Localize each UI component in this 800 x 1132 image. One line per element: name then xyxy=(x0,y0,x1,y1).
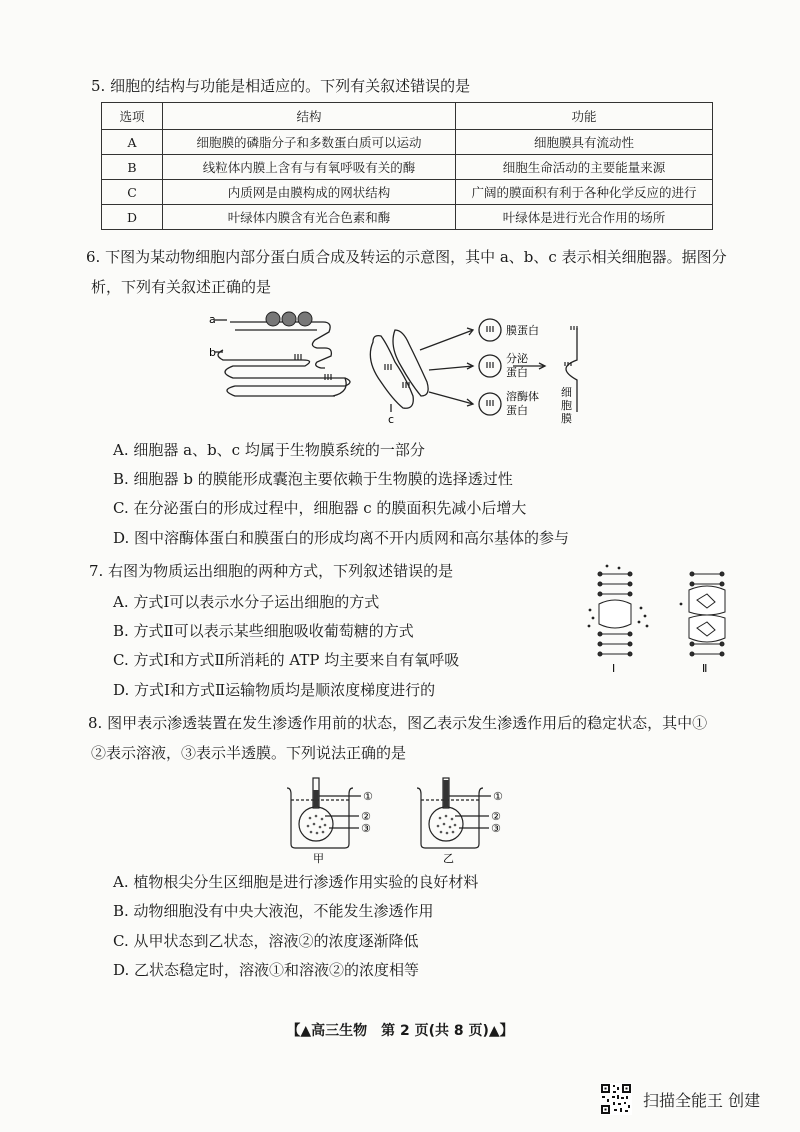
label-solution-2-yi: ② xyxy=(491,810,501,823)
cell-option: A xyxy=(102,130,163,155)
table-row xyxy=(102,180,713,205)
label-solution-1-yi: ① xyxy=(493,790,503,803)
q6-option-a: A. 细胞器 a、b、c 均属于生物膜系统的一部分 xyxy=(113,441,425,459)
label-lysosome-1: 溶酶体 xyxy=(506,390,539,403)
cell-structure: 叶绿体内膜含有光合色素和酶 xyxy=(163,205,456,230)
q8-option-d: D. 乙状态稳定时，溶液①和溶液②的浓度相等 xyxy=(113,961,420,979)
col-header-function: 功能 xyxy=(456,103,713,130)
label-membrane-3-yi: ③ xyxy=(491,822,501,835)
col-header-option: 选项 xyxy=(102,103,163,130)
label-c: c xyxy=(388,413,395,425)
q5-table xyxy=(101,102,713,230)
cell-structure: 内质网是由膜构成的网状结构 xyxy=(163,180,456,205)
q6-option-c: C. 在分泌蛋白的形成过程中，细胞器 c 的膜面积先减小后增大 xyxy=(113,499,527,517)
cell-option: D xyxy=(102,205,163,230)
label-cell-membrane-1: 细 xyxy=(561,386,572,399)
label-cell-membrane-2: 胞 xyxy=(561,399,572,412)
label-solution-1-jia: ① xyxy=(363,790,373,803)
col-header-structure: 结构 xyxy=(163,103,456,130)
q8-option-c: C. 从甲状态到乙状态，溶液②的浓度逐渐降低 xyxy=(113,932,419,950)
table-row xyxy=(102,205,713,230)
label-jia: 甲 xyxy=(313,852,324,865)
table-row xyxy=(102,130,713,155)
cell-option: C xyxy=(102,180,163,205)
label-mode-2: Ⅱ xyxy=(702,662,708,675)
q8-stem-line2: ②表示溶液，③表示半透膜。下列说法正确的是 xyxy=(91,744,407,762)
page-footer: 【▲高三生物 第 2 页(共 8 页)▲】 xyxy=(286,1023,514,1039)
q7-option-b: B. 方式Ⅱ可以表示某些细胞吸收葡萄糖的方式 xyxy=(113,622,414,640)
q8-option-b: B. 动物细胞没有中央大液泡，不能发生渗透作用 xyxy=(113,902,434,920)
q8-option-a: A. 植物根尖分生区细胞是进行渗透作用实验的良好材料 xyxy=(113,873,479,891)
table-header-row xyxy=(102,103,713,130)
label-membrane-protein: 膜蛋白 xyxy=(506,324,539,337)
cell-function: 叶绿体是进行光合作用的场所 xyxy=(456,205,713,230)
label-mode-1: Ⅰ xyxy=(612,662,616,675)
q5-stem: 5. 细胞的结构与功能是相适应的。下列有关叙述错误的是 xyxy=(91,77,471,95)
label-cell-membrane-3: 膜 xyxy=(561,412,572,425)
q6-option-d: D. 图中溶酶体蛋白和膜蛋白的形成均离不开内质网和高尔基体的参与 xyxy=(113,529,570,547)
q8-stem-line1: 8. 图甲表示渗透装置在发生渗透作用前的状态，图乙表示发生渗透作用后的稳定状态，其中① xyxy=(88,714,708,732)
label-secretory-1: 分泌 xyxy=(506,352,528,365)
cell-function: 细胞生命活动的主要能量来源 xyxy=(456,155,713,180)
cell-structure: 线粒体内膜上含有与有氧呼吸有关的酶 xyxy=(163,155,456,180)
q7-option-c: C. 方式Ⅰ和方式Ⅱ所消耗的 ATP 均主要来自有氧呼吸 xyxy=(113,651,460,669)
q6-stem-line2: 析，下列有关叙述正确的是 xyxy=(91,278,272,296)
cell-structure: 细胞膜的磷脂分子和多数蛋白质可以运动 xyxy=(163,130,456,155)
q7-option-d: D. 方式Ⅰ和方式Ⅱ运输物质均是顺浓度梯度进行的 xyxy=(113,681,436,699)
qr-code-icon xyxy=(600,1083,632,1115)
protein-transport-diagram xyxy=(205,300,605,425)
cell-function: 广阔的膜面积有利于各种化学反应的进行 xyxy=(456,180,713,205)
label-secretory-2: 蛋白 xyxy=(506,366,528,379)
table-row xyxy=(102,155,713,180)
label-membrane-3-jia: ③ xyxy=(361,822,371,835)
label-a: a xyxy=(209,313,216,326)
scanner-watermark: 扫描全能王 创建 xyxy=(643,1091,761,1110)
label-lysosome-2: 蛋白 xyxy=(506,404,528,417)
q6-option-b: B. 细胞器 b 的膜能形成囊泡主要依赖于生物膜的选择透过性 xyxy=(113,470,513,488)
osmosis-diagram xyxy=(285,776,525,866)
cell-option: B xyxy=(102,155,163,180)
q7-option-a: A. 方式Ⅰ可以表示水分子运出细胞的方式 xyxy=(113,593,380,611)
cell-function: 细胞膜具有流动性 xyxy=(456,130,713,155)
label-b: b xyxy=(209,346,216,359)
q6-stem-line1: 6. 下图为某动物细胞内部分蛋白质合成及转运的示意图，其中 a、b、c 表示相关细胞器。据图分 xyxy=(86,248,727,266)
membrane-transport-diagram xyxy=(585,560,730,675)
label-yi: 乙 xyxy=(443,852,454,865)
q7-stem: 7. 右图为物质运出细胞的两种方式，下列叙述错误的是 xyxy=(89,562,454,580)
label-solution-2-jia: ② xyxy=(361,810,371,823)
